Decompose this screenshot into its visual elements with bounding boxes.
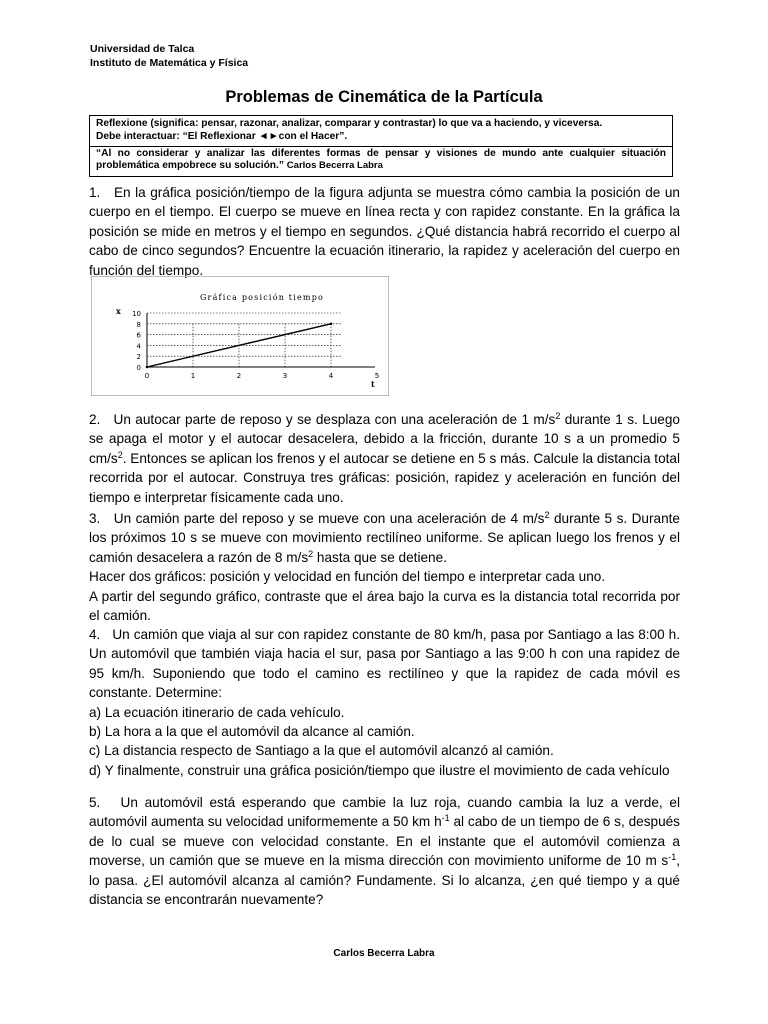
chart-y-tick-label: 2 xyxy=(136,353,141,362)
problem-text: Un camión parte del reposo y se mueve con una aceleración de 4 m/s xyxy=(113,511,545,526)
exponent: -1 xyxy=(668,852,677,863)
problem-text: En la gráfica posición/tiempo de la figura adjunta se muestra cómo cambia la posición de un cuerpo en el tiempo. El cuerpo se mueve en línea recta y con rapidez constante. En la gráfica la posición se mide en metros y el tiempo en segundos. ¿Qué distancia habrá recorrido el cuerpo al cabo de cinco segundos? Encuentre la ecuación itinerario, la rapidez y aceleración del cuerpo en función del tiempo. xyxy=(89,185,680,278)
exponent: 2 xyxy=(117,449,123,460)
problem-number: 4. xyxy=(89,627,101,642)
problem-4-item-c: c) La distancia respecto de Santiago a la que el automóvil alcanzó al camión. xyxy=(89,743,554,759)
position-time-chart xyxy=(91,276,389,396)
chart-x-tick-label: 2 xyxy=(236,372,242,380)
reflection-line-2: Debe interactuar: “El Reflexionar ◄►con el Hacer”. xyxy=(96,130,348,142)
problem-2 xyxy=(89,410,680,507)
chart-x-tick-label: 5 xyxy=(374,372,380,380)
page-title: Problemas de Cinemática de la Partícula xyxy=(225,88,543,106)
chart-data-point xyxy=(146,366,149,369)
problem-4-item-a: a) La ecuación itinerario de cada vehículo. xyxy=(89,704,345,720)
problem-text: , lo pasa. ¿El automóvil alcanza al camión? Fundamente. Si lo alcanza, ¿en qué tiempo y a qué distancia se encontrarán nuevamente? xyxy=(89,853,680,908)
problem-text: durante 5 s. Durante los próximos 10 s se mueve con movimiento rectilíneo uniforme. Se aplican luego los frenos y el camión desacelera a razón de 8 m/s xyxy=(89,511,680,565)
problem-4 xyxy=(89,625,680,780)
reflection-quote-block xyxy=(90,147,672,177)
chart-svg xyxy=(92,277,388,395)
problem-text: Un autocar parte de reposo y se desplaza con una aceleración de 1 m/s xyxy=(113,412,556,427)
problem-number: 5. xyxy=(89,795,101,810)
chart-title: Gráfica posición tiempo xyxy=(199,293,325,302)
chart-x-axis-label: t xyxy=(371,379,375,389)
exponent: 2 xyxy=(544,510,550,520)
problem-text: al cabo de un tiempo de 6 s, después de lo cual se mueve con velocidad constante. En el instante que el automóvil comienza a moverse, un camión que se mueve en la misma dirección con movimiento uniforme de 10 m s xyxy=(89,814,680,869)
problem-number: 3. xyxy=(89,511,101,526)
exponent: 2 xyxy=(308,548,314,559)
problem-number: 2. xyxy=(89,412,101,427)
problem-text: hasta que se detiene. xyxy=(313,549,447,565)
reflection-line-1: Reflexione (significa: pensar, razonar, analizar, comparar y contrastar) lo que va a haciendo, y viceversa. xyxy=(96,118,603,129)
chart-x-tick-label: 0 xyxy=(144,372,150,380)
problem-text: . Entonces se aplican los frenos y el autocar se detiene en 5 s más. Calcule la distancia total recorrida por el autocar. Construya tres gráficas: posición, rapidez y aceleración en función del tiempo e interpretar físicamente cada uno. xyxy=(89,450,680,505)
chart-y-tick-label: 6 xyxy=(136,331,141,340)
problem-number: 1. xyxy=(89,185,101,200)
institute-name: Instituto de Matemática y Física xyxy=(90,57,249,69)
chart-y-tick-label: 4 xyxy=(136,342,141,351)
problem-3 xyxy=(89,509,680,625)
reflection-author: Carlos Becerra Labra xyxy=(286,160,383,172)
exponent: 2 xyxy=(555,411,561,421)
reflection-box xyxy=(89,115,673,177)
chart-y-axis-label: x xyxy=(116,306,121,316)
chart-y-tick-label: 0 xyxy=(136,364,141,372)
chart-x-tick-label: 4 xyxy=(328,372,334,380)
problem-text: Un automóvil está esperando que cambie la luz roja, cuando cambia la luz a verde, el automóvil aumenta su velocidad uniformemente a 50 km h xyxy=(89,795,680,830)
chart-y-tick-label: 8 xyxy=(136,320,141,329)
problem-text: Un camión que viaja al sur con rapidez constante de 80 km/h, pasa por Santiago a las 8:00 h. Un automóvil que también viaja hacia el sur, pasa por Santiago a las 9:00 h con una rapidez de 95 km/h. Suponiendo que todo el camino es rectilíneo y que la rapidez de cada móvil es constante. Determine: xyxy=(89,627,680,701)
problem-5 xyxy=(89,793,680,909)
reflection-instructions xyxy=(90,116,672,147)
reflection-quote: “Al no considerar y analizar las diferentes formas de pensar y visiones de mundo ante cualquier situación problemática empobrece su solución.” xyxy=(96,147,666,172)
university-name: Universidad de Talca xyxy=(90,43,195,55)
exponent: -1 xyxy=(441,813,450,824)
problem-3-line-3: A partir del segundo gráfico, contraste que el área bajo la curva es la distancia total recorrida por el camión. xyxy=(89,588,680,624)
problem-4-item-d: d) Y finalmente, construir una gráfica posición/tiempo que ilustre el movimiento de cada vehículo xyxy=(89,762,670,778)
chart-x-tick-label: 1 xyxy=(190,372,196,380)
problem-4-item-b: b) La hora a la que el automóvil da alcance al camión. xyxy=(89,724,415,740)
chart-data-point xyxy=(330,323,333,326)
footer-author: Carlos Becerra Labra xyxy=(333,948,435,959)
chart-y-tick-label: 10 xyxy=(132,310,141,318)
problem-3-line-2: Hacer dos gráficos: posición y velocidad en función del tiempo e interpretar cada uno. xyxy=(89,569,606,585)
chart-x-tick-label: 3 xyxy=(282,372,288,380)
problem-1 xyxy=(89,183,680,280)
problem-text: durante 1 s. Luego se apaga el motor y el autocar desacelera, debido a la fricción, durante 10 s a un promedio 5 cm/s xyxy=(89,412,680,466)
